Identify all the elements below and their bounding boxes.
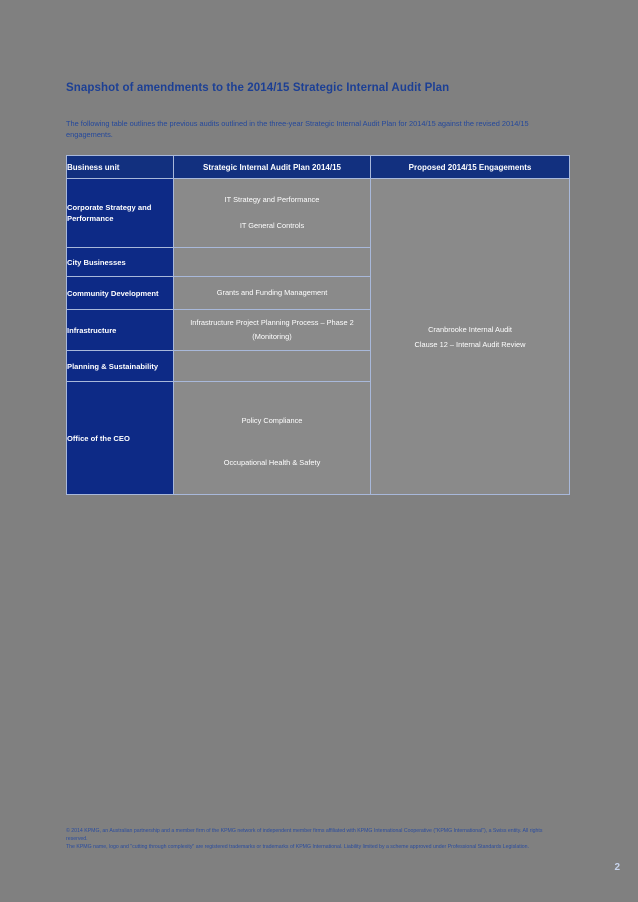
table-row — [67, 179, 570, 248]
plan-item: Policy Compliance — [241, 416, 303, 425]
page-title: Snapshot of amendments to the 2014/15 Strategic Internal Audit Plan — [66, 82, 450, 94]
plan-cell-community-development — [174, 277, 371, 310]
footer-line-1: © 2014 KPMG, an Australian partnership and a member firm of the KPMG network of independent member firms affiliated with KPMG International Cooperative ("KPMG International"), a Swiss entity. All rights reserved. — [66, 828, 543, 842]
proposed-engagement-item: Clause 12 – Internal Audit Review — [414, 339, 526, 349]
page-number: 2 — [614, 862, 620, 873]
plan-item: Grants and Funding Management — [216, 288, 328, 297]
business-unit-infrastructure: Infrastructure — [67, 310, 174, 351]
plan-cell-office-of-the-ceo — [174, 382, 371, 495]
table-header — [67, 156, 570, 179]
business-unit-community-development: Community Development — [67, 277, 174, 310]
intro-paragraph: The following table outlines the previous audits outlined in the three-year Strategic Internal Audit Plan for 2014/15 against the revised 2014/15 engagements. — [66, 119, 529, 139]
business-unit-planning-sustainability: Planning & Sustainability — [67, 351, 174, 382]
business-unit-corporate-strategy: Corporate Strategy and Performance — [67, 179, 174, 248]
footer-legal-notice — [66, 828, 546, 853]
plan-item: Infrastructure Project Planning Process – Phase 2 (Monitoring) — [190, 318, 354, 341]
footer-line-2: The KPMG name, logo and "cutting through complexity" are registered trademarks or trademarks of KPMG International. Liability limited by a scheme approved under Professional Standards Legislation. — [66, 844, 530, 851]
column-header-strategic-plan: Strategic Internal Audit Plan 2014/15 — [174, 156, 371, 179]
plan-item: IT General Controls — [239, 221, 305, 230]
column-header-proposed-engagements: Proposed 2014/15 Engagements — [371, 156, 570, 179]
plan-cell-planning-sustainability — [174, 351, 371, 382]
table-body — [67, 179, 570, 495]
audit-plan-table — [66, 155, 570, 495]
business-unit-office-of-the-ceo: Office of the CEO — [67, 382, 174, 495]
proposed-engagements-cell — [371, 179, 570, 495]
column-header-business-unit: Business unit — [67, 156, 174, 179]
plan-item: IT Strategy and Performance — [224, 195, 320, 204]
plan-cell-city-businesses — [174, 248, 371, 277]
plan-cell-corporate-strategy — [174, 179, 371, 248]
plan-item: Occupational Health & Safety — [223, 458, 321, 467]
business-unit-city-businesses: City Businesses — [67, 248, 174, 277]
plan-cell-infrastructure — [174, 310, 371, 351]
proposed-engagement-item: Cranbrooke Internal Audit — [428, 324, 512, 334]
table-header-row — [67, 156, 570, 179]
